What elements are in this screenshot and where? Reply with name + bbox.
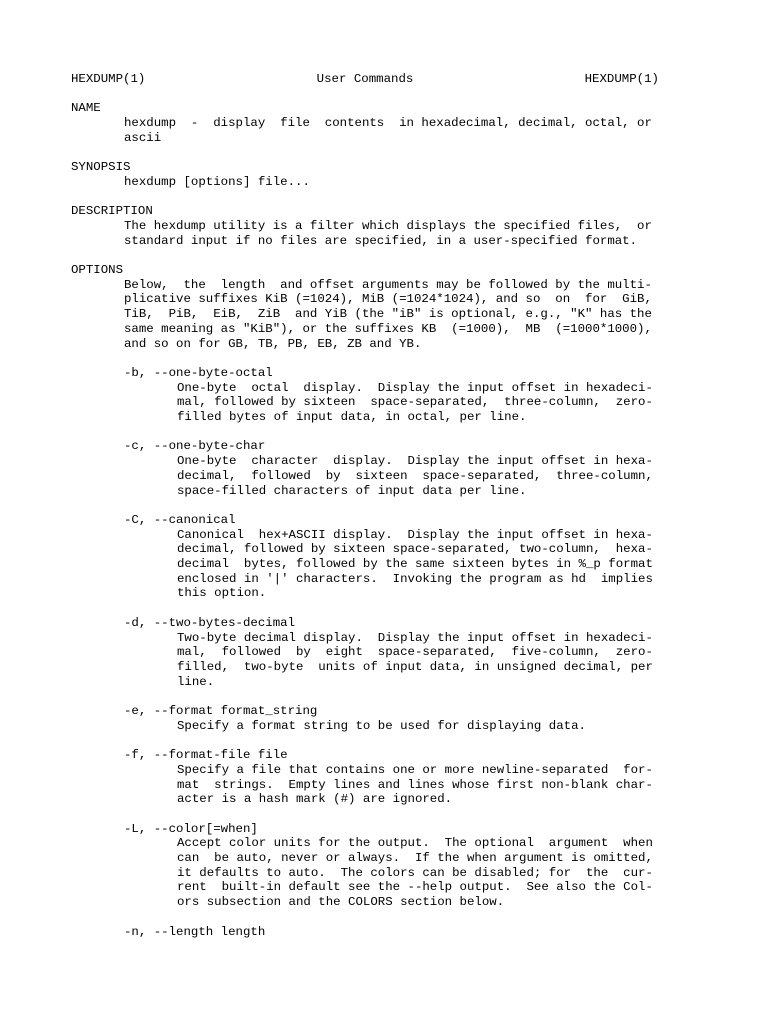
option-flag: -c, --one-byte-char [124, 439, 266, 454]
option-flag: -f, --format-file file [124, 748, 288, 763]
section-name [71, 101, 671, 145]
option-two-bytes-decimal [124, 616, 671, 690]
header-left: HEXDUMP(1) [71, 72, 146, 86]
section-title: OPTIONS [71, 263, 124, 278]
option-format-file [124, 748, 671, 807]
option-flag: -n, --length length [124, 924, 266, 939]
option-one-byte-char [124, 439, 671, 498]
option-description: Specify a format string to be used for displaying data. [177, 718, 586, 733]
option-description: Accept color units for the output. The optional argument when can be auto, never or always. If the when argument is omitted, it defaults to auto. The colors can be disabled; for the cur- rent built-in default see the --help output. See also the Col- ors subsection and the COLORS section below. [177, 836, 653, 910]
option-color [124, 822, 671, 910]
section-text: The hexdump utility is a filter which displays the specified files, or standard input if no files are specified, in a user-specified format. [124, 218, 652, 248]
section-text: hexdump [options] file... [124, 174, 310, 189]
option-description: One-byte octal display. Display the input offset in hexadeci- mal, followed by sixteen space-separated, three-column, zero- filled bytes of input data, in octal, per line. [177, 380, 653, 425]
option-flag: -b, --one-byte-octal [124, 365, 273, 380]
section-title: SYNOPSIS [71, 160, 131, 175]
option-flag: -L, --color[=when] [124, 821, 258, 836]
section-synopsis [71, 160, 671, 189]
option-format [124, 704, 671, 733]
section-text: hexdump - display file contents in hexadecimal, decimal, octal, or ascii [124, 116, 652, 145]
option-description: Specify a file that contains one or more newline-separated for- mat strings. Empty lines and lines whose first non-blank char- acter is a hash mark (#) are ignored. [177, 762, 653, 807]
option-description: One-byte character display. Display the input offset in hexa- decimal, followed by sixteen space-separated, three-column, space-filled characters of input data per line. [177, 454, 653, 498]
option-description: Canonical hex+ASCII display. Display the input offset in hexa- decimal, followed by sixteen space-separated, two-column, hexa- decimal bytes, followed by the same sixteen bytes in %_p format enclosed in '|' characters. Invoking the program as hd implies this option. [177, 527, 653, 601]
section-description [71, 204, 671, 248]
header-center: User Commands [316, 72, 414, 86]
man-page [71, 72, 671, 939]
option-length [124, 925, 671, 940]
section-title: DESCRIPTION [71, 204, 153, 219]
option-canonical [124, 513, 671, 601]
section-title: NAME [71, 101, 101, 116]
header-right: HEXDUMP(1) [584, 72, 659, 86]
option-flag: -C, --canonical [124, 512, 236, 527]
option-description: Two-byte decimal display. Display the input offset in hexadeci- mal, followed by eight space-separated, five-column, zero- filled, two-byte units of input data, in unsigned decimal, per line. [177, 630, 653, 689]
option-flag: -d, --two-bytes-decimal [124, 615, 296, 630]
option-flag: -e, --format format_string [124, 704, 318, 719]
options-intro: Below, the length and offset arguments may be followed by the multi- plicative suffixes KiB (=1024), MiB (=1024*1024), and so on for GiB, TiB, PiB, EiB, ZiB and YiB (the "iB" is optional, e.g., "K" has the same meaning as "KiB"), or the suffixes KB (=1000), MB (=1000*1000), and so on for GB, TB, PB, EB, ZB and YB. [124, 277, 652, 351]
section-options [71, 263, 671, 939]
option-one-byte-octal [124, 366, 671, 425]
man-header [71, 72, 659, 87]
